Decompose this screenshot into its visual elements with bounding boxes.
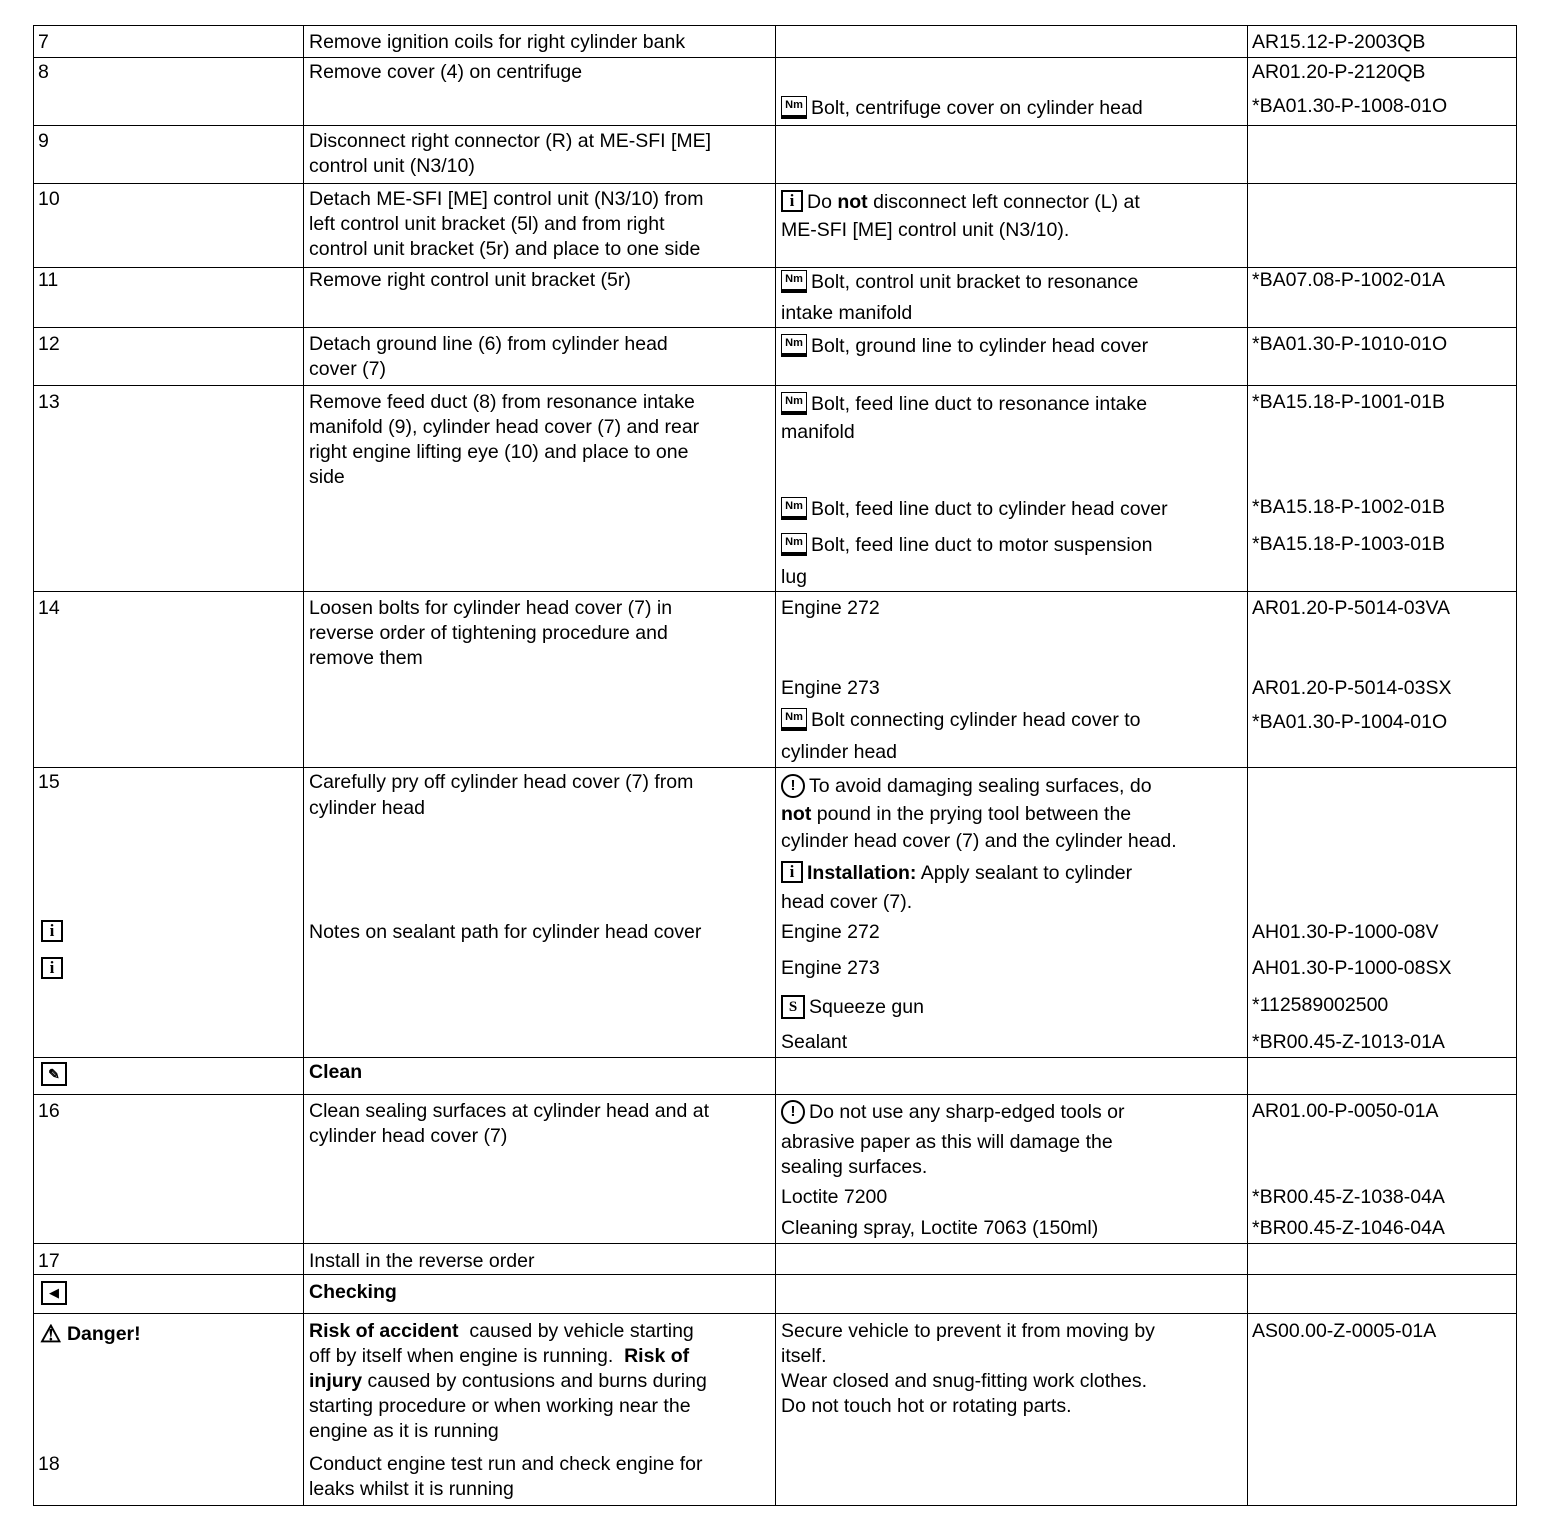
step-action-line: Carefully pry off cylinder head cover (7) from [309,771,694,793]
row-divider [34,57,1516,58]
step-action-line: Remove feed duct (8) from resonance intake [309,391,695,413]
step-number: 10 [38,188,60,210]
torque-icon: Nm [781,392,807,415]
caution-icon: ! [781,1100,805,1124]
step-action: Notes on sealant path for cylinder head cover [309,921,702,943]
step-number: 18 [38,1453,60,1475]
note-line: abrasive paper as this will damage the [781,1131,1113,1153]
row-divider [34,183,1516,184]
danger-text-line: Risk of accident caused by vehicle starting [309,1320,694,1342]
reference-link[interactable]: *BA01.30-P-1004-01O [1252,711,1448,733]
step-action-line: side [309,466,345,488]
step-action-line: leaks whilst it is running [309,1478,514,1500]
engine-label: Engine 273 [781,957,880,979]
torque-icon: Nm [781,708,807,731]
row-divider [34,1057,1516,1058]
step-action: Remove ignition coils for right cylinder bank [309,31,686,53]
engine-label: Engine 272 [781,921,880,943]
torque-icon: Nm [781,334,807,357]
step-number: 14 [38,597,60,619]
info-note: i Installation: Apply sealant to cylinder [781,861,1132,886]
info-icon: i [781,190,803,212]
warning-triangle-icon: ⚠ [40,1321,62,1348]
torque-note: Nm Bolt connecting cylinder head cover to [781,708,1141,733]
step-action: Remove cover (4) on centrifuge [309,61,583,83]
row-divider [34,327,1516,328]
row-divider [34,1094,1516,1095]
material-label: Sealant [781,1031,848,1053]
reference-link[interactable]: AR01.00-P-0050-01A [1252,1100,1439,1122]
step-number: 13 [38,391,60,413]
step-action-line: Clean sealing surfaces at cylinder head and at [309,1100,709,1122]
step-action-line: Detach ME-SFI [ME] control unit (N3/10) from [309,188,704,210]
step-action-line: cover (7) [309,358,386,380]
torque-icon: Nm [781,497,807,520]
info-icon: i [41,957,67,982]
step-action-line: control unit (N3/10) [309,155,475,177]
col-divider [1247,26,1248,1505]
note-line: ME-SFI [ME] control unit (N3/10). [781,219,1070,241]
reference-link[interactable]: AR15.12-P-2003QB [1252,31,1426,53]
reference-link[interactable]: AR01.20-P-5014-03SX [1252,677,1452,699]
material-label: Loctite 7200 [781,1186,888,1208]
danger-label: ⚠ Danger! [40,1321,141,1348]
torque-icon: Nm [781,96,807,119]
step-action-line: Disconnect right connector (R) at ME-SFI [ME] [309,130,712,152]
info-icon: i [781,861,803,883]
safety-note-line: Secure vehicle to prevent it from moving by [781,1320,1155,1342]
reference-link[interactable]: *BR00.45-Z-1013-01A [1252,1031,1445,1053]
col-divider [775,26,776,1505]
step-number: 9 [38,130,49,152]
reference-link[interactable]: *BA15.18-P-1002-01B [1252,496,1445,518]
row-divider [34,1274,1516,1275]
step-action-line: Conduct engine test run and check engine for [309,1453,703,1475]
step-number: 12 [38,333,60,355]
engine-label: Engine 273 [781,677,880,699]
danger-text-line: off by itself when engine is running. Risk of [309,1345,690,1367]
section-heading: Clean [309,1061,363,1083]
caution-icon: ! [781,774,805,798]
safety-note-line: Wear closed and snug-fitting work clothes. [781,1370,1147,1392]
squeeze-gun-icon: S [781,995,805,1019]
torque-note: Nm Bolt, feed line duct to resonance intake [781,392,1147,417]
danger-text-line: injury caused by contusions and burns during [309,1370,707,1392]
reference-link[interactable]: AS00.00-Z-0005-01A [1252,1320,1437,1342]
tool-note: S Squeeze gun [781,995,924,1020]
step-action: Remove right control unit bracket (5r) [309,269,631,291]
torque-note: Nm Bolt, control unit bracket to resonance [781,270,1138,295]
reference-link[interactable]: *BR00.45-Z-1038-04A [1252,1186,1445,1208]
row-divider [34,1313,1516,1314]
step-number: 17 [38,1250,60,1272]
material-label: Cleaning spray, Loctite 7063 (150ml) [781,1217,1099,1239]
reference-link[interactable]: AH01.30-P-1000-08SX [1252,957,1452,979]
step-number: 15 [38,771,60,793]
reference-link[interactable]: *112589002500 [1252,994,1389,1016]
note-line: cylinder head cover (7) and the cylinder head. [781,830,1177,852]
check-icon: ◀ [41,1281,71,1306]
step-action-line: Detach ground line (6) from cylinder head [309,333,668,355]
engine-label: Engine 272 [781,597,880,619]
row-divider [34,1243,1516,1244]
reference-link[interactable]: AR01.20-P-2120QB [1252,61,1426,83]
torque-icon: Nm [781,533,807,556]
reference-link[interactable]: *BA01.30-P-1010-01O [1252,333,1448,355]
reference-link[interactable]: *BA01.30-P-1008-01O [1252,95,1448,117]
row-divider [34,767,1516,768]
step-action-line: Loosen bolts for cylinder head cover (7) in [309,597,673,619]
section-heading: Checking [309,1281,397,1303]
step-action-line: cylinder head cover (7) [309,1125,508,1147]
reference-link[interactable]: *BA15.18-P-1001-01B [1252,391,1445,413]
row-divider [34,385,1516,386]
reference-link[interactable]: *BR00.45-Z-1046-04A [1252,1217,1445,1239]
step-action-line: remove them [309,647,423,669]
note-line: head cover (7). [781,891,913,913]
clean-icon: ✎ [41,1062,71,1087]
danger-text-line: starting procedure or when working near the [309,1395,691,1417]
note-line: intake manifold [781,302,913,324]
torque-note: Nm Bolt, feed line duct to cylinder head cover [781,497,1168,522]
step-action-line: cylinder head [309,797,425,819]
note-line: lug [781,566,808,588]
row-divider [34,591,1516,592]
note-text: Bolt, centrifuge cover on cylinder head [811,97,1143,119]
safety-note-line: itself. [781,1345,827,1367]
info-icon: i [41,920,67,945]
step-action-line: left control unit bracket (5l) and from right [309,213,665,235]
step-number: 16 [38,1100,60,1122]
reference-link[interactable]: *BA15.18-P-1003-01B [1252,533,1445,555]
step-action-line: right engine lifting eye (10) and place to one [309,441,689,463]
row-divider [34,125,1516,126]
reference-link[interactable]: *BA07.08-P-1002-01A [1252,269,1445,291]
torque-note: Nm Bolt, ground line to cylinder head cover [781,334,1148,359]
caution-note: ! Do not use any sharp-edged tools or [781,1100,1124,1125]
safety-note-line: Do not touch hot or rotating parts. [781,1395,1072,1417]
step-action-line: control unit bracket (5r) and place to one side [309,238,701,260]
step-number: 7 [38,31,49,53]
step-action-line: manifold (9), cylinder head cover (7) and rear [309,416,700,438]
danger-text-line: engine as it is running [309,1420,499,1442]
step-number: 8 [38,61,49,83]
torque-icon: Nm [781,270,807,293]
step-action: Install in the reverse order [309,1250,535,1272]
step-number: 11 [38,269,59,291]
note-line: sealing surfaces. [781,1156,928,1178]
col-divider [303,26,304,1505]
note-line: manifold [781,421,855,443]
torque-note [781,96,1143,121]
reference-link[interactable]: AR01.20-P-5014-03VA [1252,597,1451,619]
step-action-line: reverse order of tightening procedure and [309,622,668,644]
note-line: not pound in the prying tool between the [781,803,1132,825]
torque-note: Nm Bolt, feed line duct to motor suspension [781,533,1152,558]
procedure-table [33,25,1517,1506]
info-note: i Do not disconnect left connector (L) at [781,190,1140,215]
caution-note: ! To avoid damaging sealing surfaces, do [781,774,1152,799]
note-line: cylinder head [781,741,897,763]
reference-link[interactable]: AH01.30-P-1000-08V [1252,921,1439,943]
